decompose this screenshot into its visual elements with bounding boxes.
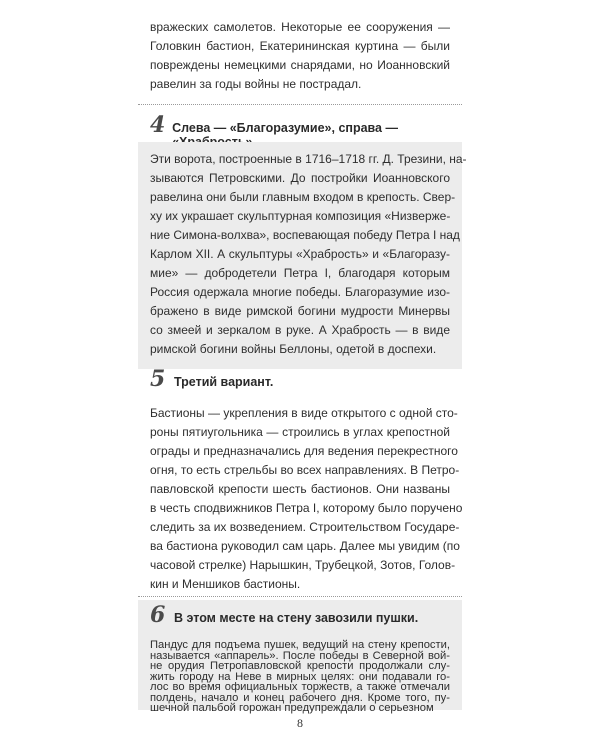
dotted-separator — [138, 596, 462, 597]
text-line: кин и Меншиков бастионы. — [150, 577, 301, 591]
text-line: вражеских самолетов. Некоторые ее сооружения — — [150, 20, 450, 34]
answer-number: 4 — [150, 112, 166, 138]
text-line: Россия одержала многие победы. Благоразумие изо- — [150, 285, 450, 299]
text-line: мие» — добродетели Петра I, благодаря которым — [150, 266, 450, 280]
answer-text — [150, 404, 463, 594]
text-line: Карлом XII. А скульптуры «Храбрость» и «Благоразу- — [150, 247, 450, 261]
answer-body-5 — [150, 404, 463, 594]
text-line: ние Симона-волхва», воспевающая победу Петра I над — [150, 228, 460, 242]
answer-text — [138, 142, 467, 369]
text-line: не орудия Петропавловской крепости продолжали слу- — [150, 660, 450, 672]
text-line: повреждены немецкими снарядами, но Иоанновский — [150, 58, 450, 72]
text-line: со змеей и зеркалом в руке. А Храбрость — в виде — [150, 323, 450, 337]
answer-title: В этом месте на стену завозили пушки. — [174, 611, 419, 625]
answer-heading-5 — [150, 366, 460, 392]
intro-text — [150, 18, 450, 94]
text-line: шечной пальбой горожан предупреждали о серьезном — [150, 702, 434, 714]
text-line: бражено в виде римской богини мудрости Минервы — [150, 304, 450, 318]
answer-number: 6 — [150, 602, 166, 628]
text-line: Бастионы — укрепления в виде открытого с одной сто- — [150, 406, 458, 420]
text-line: равелина они были главным входом в крепость. Свер- — [150, 190, 456, 204]
text-line: Эти ворота, построенные в 1716–1718 гг. Д. Трезини, на- — [150, 152, 467, 166]
text-line: в честь сподвижников Петра I, которому было поручено — [150, 501, 463, 515]
text-line: следить за их возведением. Строительством Государе- — [150, 520, 460, 534]
text-line: ограды и предназначались для ведения перекрестного — [150, 444, 458, 458]
text-line: зываются Петровскими. До постройки Иоанновского — [150, 171, 450, 185]
answer-title: Третий вариант. — [174, 375, 274, 389]
text-line: часовой стрелке) Нарышкин, Трубецкой, Зотов, Голов- — [150, 558, 456, 572]
text-line: ва бастиона руководил сам царь. Далее мы увидим (по — [150, 539, 460, 553]
answer-text — [150, 640, 450, 714]
text-line: лос во время официальных торжеств, а также отмечали — [150, 681, 450, 693]
text-line: Головкин бастион, Екатерининская куртина — были — [150, 39, 450, 53]
text-line: роны пятиугольника — строились в углах крепостной — [150, 425, 450, 439]
text-line: Пандус для подъема пушек, ведущий на стену крепости, — [150, 639, 450, 651]
text-line: огня, то есть стрельбы во всех направлениях. В Петро- — [150, 463, 460, 477]
text-line: ху их украшает скульптурная композиция «Низверже- — [150, 209, 451, 223]
dotted-separator — [138, 104, 462, 105]
answer-number: 5 — [150, 366, 166, 392]
text-line: римской богини войны Беллоны, одетой в доспехи. — [150, 342, 437, 356]
text-line: называется «аппарель». После победы в Северной вой- — [150, 649, 450, 662]
text-line: павловской крепости шесть бастионов. Они названы — [150, 482, 450, 496]
answer-heading-6 — [138, 600, 462, 628]
text-line: равелин за годы войны не пострадал. — [150, 77, 362, 91]
text-line: полдень, начало и конец рабочего дня. Кроме того, пу- — [150, 691, 450, 704]
intro-paragraph — [150, 18, 450, 94]
answer-box-4 — [138, 142, 467, 369]
page-number: 8 — [297, 716, 303, 730]
text-line: жить городу на Неве в мирных целях: они подавали го- — [150, 670, 450, 683]
answer-body-6 — [150, 640, 450, 714]
answer-title: Слева — «Благоразумие», справа — — [172, 121, 398, 135]
